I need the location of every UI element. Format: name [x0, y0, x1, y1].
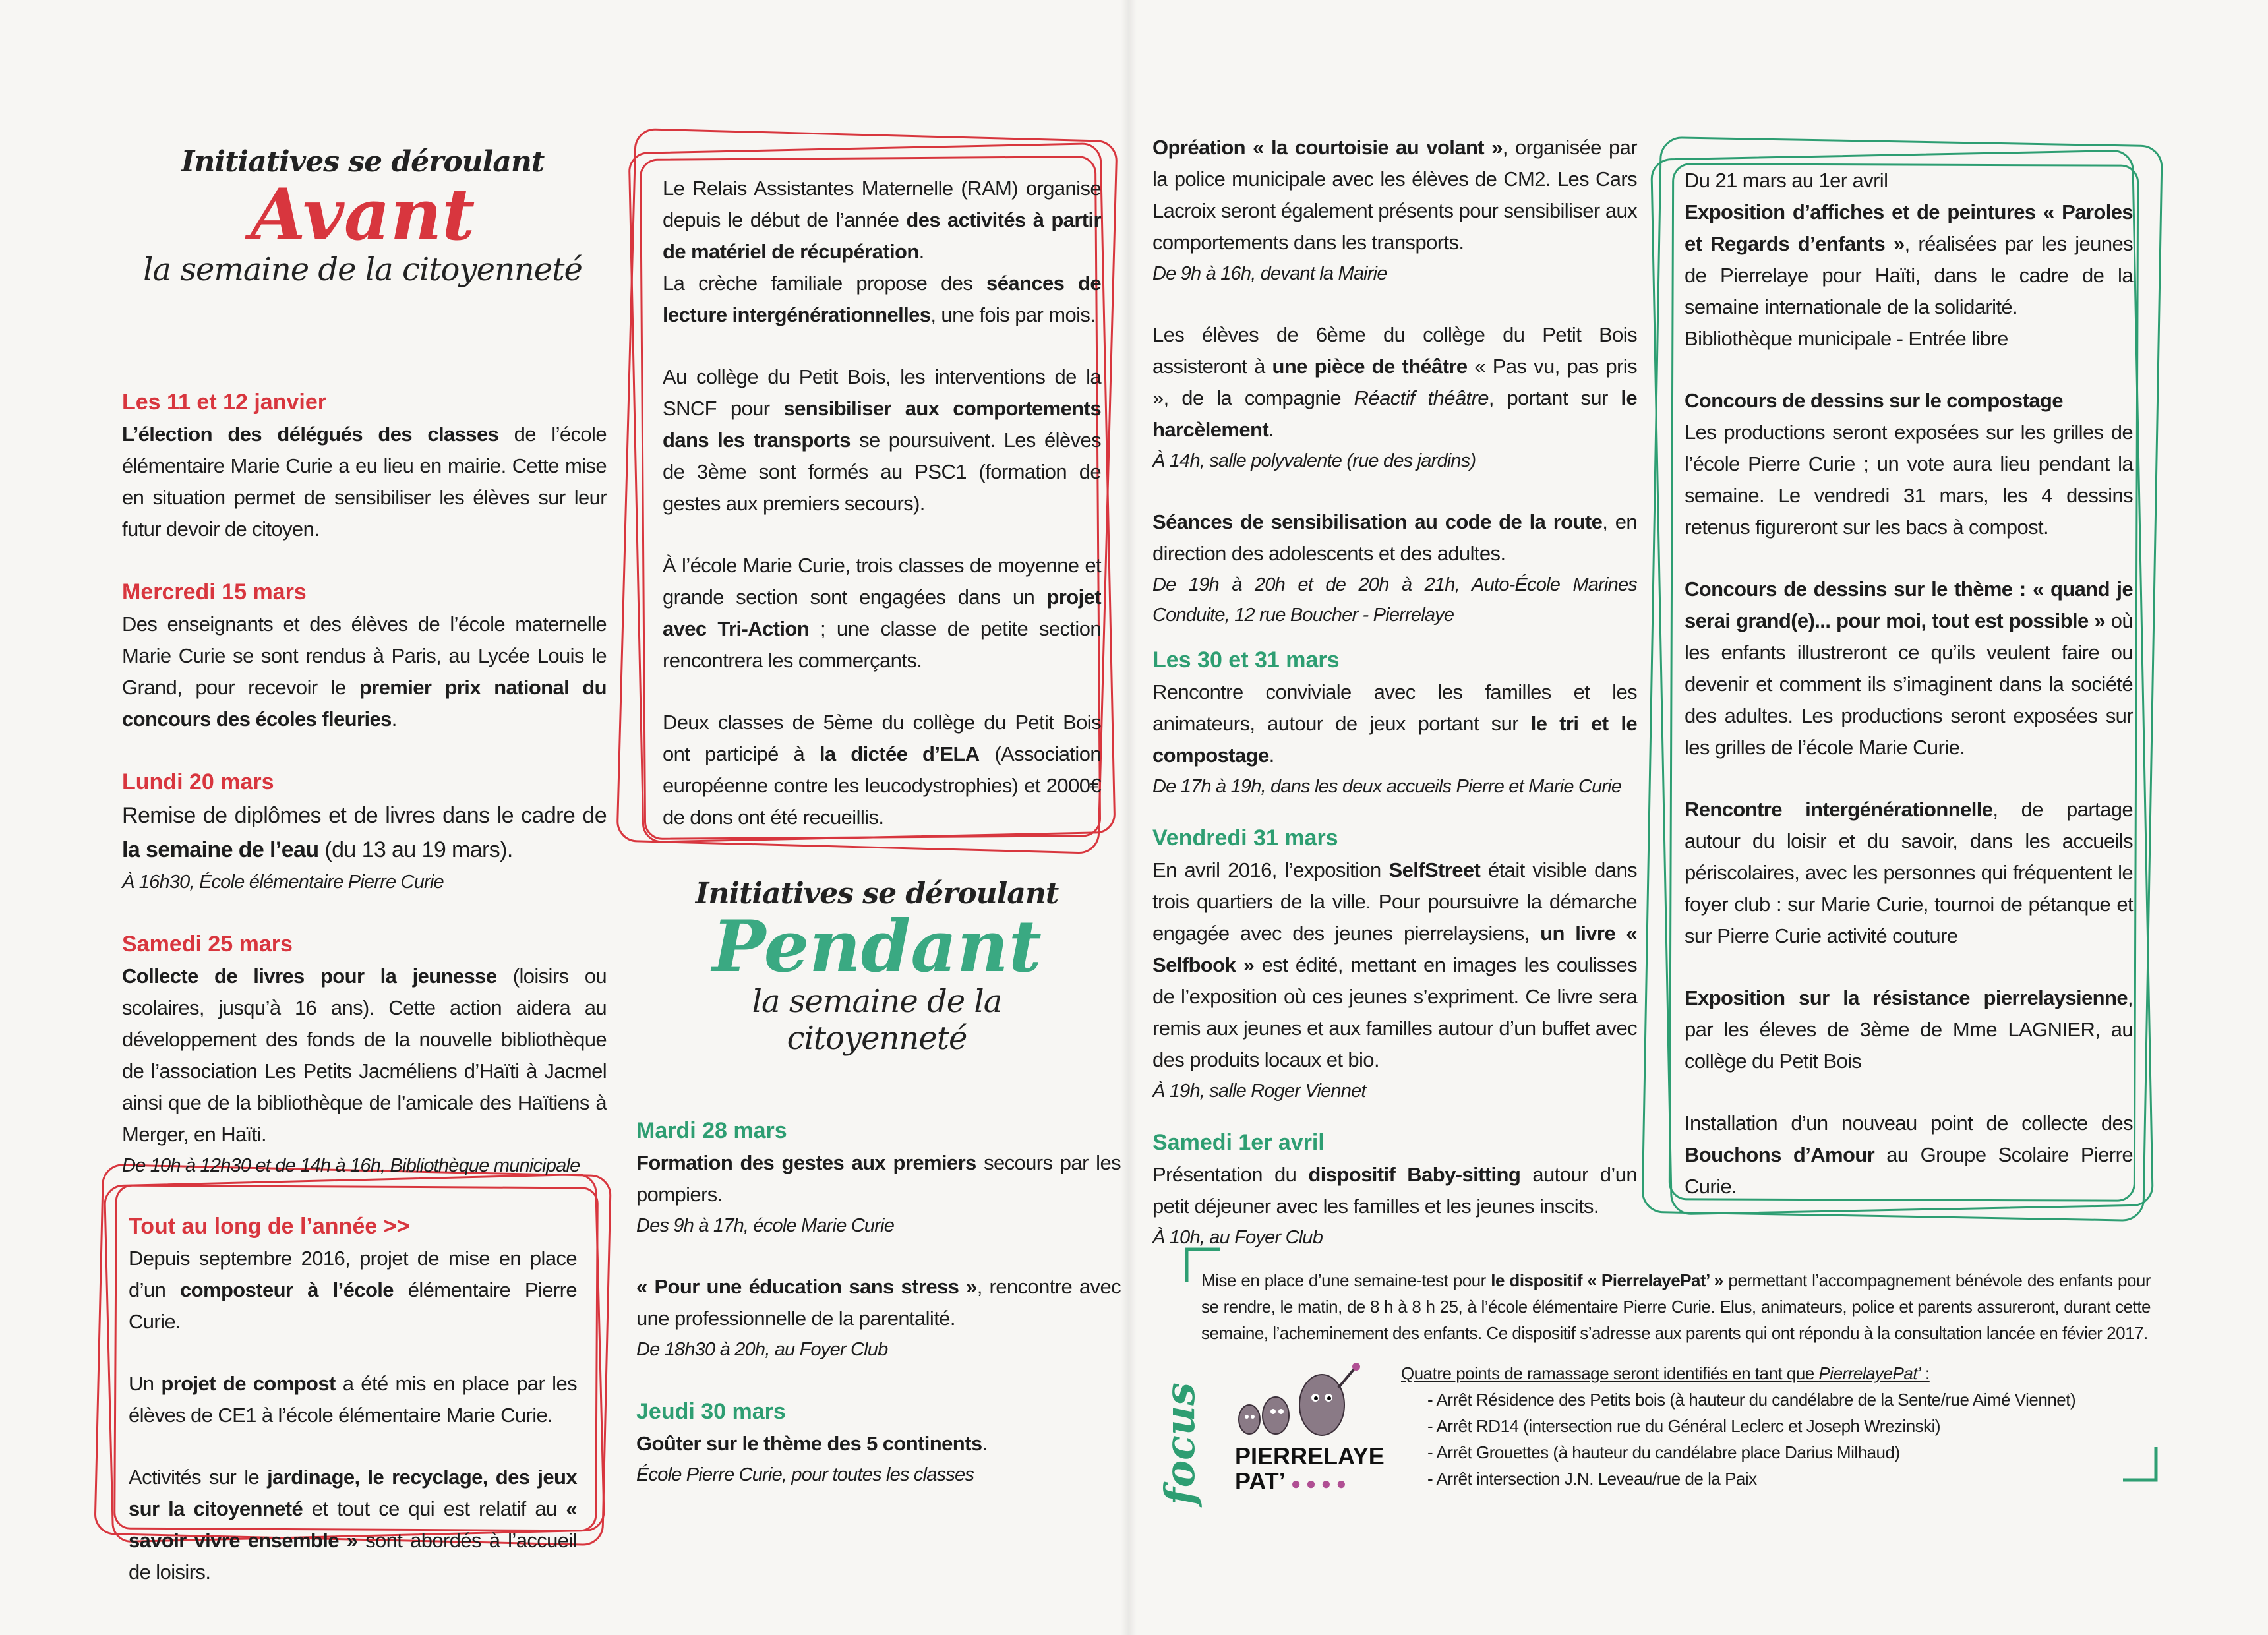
section-info: À 19h, salle Roger Viennet	[1152, 1081, 1366, 1102]
section-text: Opréation « la courtoisie au volant », organisée par la police municipale avec les élèves de CM2. Les Cars Lacroix seront également présents pour sensibiliser aux comportements dans les transports.	[1152, 136, 1637, 254]
section-info: Des 9h à 17h, école Marie Curie	[636, 1215, 895, 1236]
section-date: Vendredi 31 mars	[1152, 825, 1338, 850]
section-info: De 9h à 16h, devant la Mairie	[1152, 263, 1387, 284]
section-text: « Pour une éducation sans stress », rencontre avec une professionnelle de la parentalité.	[636, 1275, 1121, 1330]
focus-point: - Arrêt Grouettes (à hauteur du candélabre place Darius Milhaud)	[1427, 1442, 1900, 1462]
pierrelaye-pat-logo	[1223, 1361, 1385, 1495]
heading-pendant-line1: Initiatives se déroulant	[695, 877, 1059, 910]
section-text: Séances de sensibilisation au code de la route, en direction des adolescents et des adultes.	[1152, 510, 1637, 565]
focus-text: Mise en place d’une semaine-test pour le dispositif « PierrelayePat’ » permettant l’accompagnement bénévole des enfants pour se rendre, le matin, de 8 h à 8 h 25, à l’école élémentaire Pierre Curie. Elus, animateurs, police et parents assureront, durant cette semaine, l’acheminement des enfants. Ce dispositif s’adresse aux parents qui ont répondu à la consultation lancée en févier 2017.	[1201, 1270, 2151, 1343]
year-box-text: Un projet de compost a été mis en place par les élèves de CE1 à l’école élémentaire Marie Curie.	[129, 1372, 577, 1427]
focus-points-title: Quatre points de ramassage seront identifiés en tant que PierrelayePat’ :	[1401, 1363, 1930, 1383]
section-date: Les 11 et 12 janvier	[122, 390, 326, 415]
section-info: De 10h à 12h30 et de 14h à 16h, Bibliothèque municipale	[122, 1155, 580, 1176]
year-box-text: Activités sur le jardinage, le recyclage, des jeux sur la citoyenneté et tout ce qui est relatif au « savoir vivre ensemble » sont abordés à l’accueil de loisirs.	[129, 1466, 578, 1584]
logo-line2: PAT’ ● ● ● ●	[1235, 1468, 1347, 1495]
box-text: La crèche familiale propose des séances de lecture intergénérationnelles, une fois par mois.	[663, 272, 1102, 326]
section-text: Présentation du dispositif Baby-sitting autour d’un petit déjeuner avec les familles et les jeunes inscits.	[1152, 1163, 1637, 1218]
box-text: Exposition sur la résistance pierrelaysienne, par les éleves de 3ème de Mme LAGNIER, au collège du Petit Bois	[1685, 986, 2133, 1073]
box-text: Bibliothèque municipale - Entrée libre	[1685, 327, 2008, 350]
col2-box	[663, 173, 1101, 833]
heading-pendant-title: Pendant	[712, 905, 1042, 988]
box-text: Exposition d’affiches et de peintures « Paroles et Regards d’enfants », réalisées par les jeunes de Pierrelaye pour Haïti, dans le cadre de la semaine internationale de la solidarité.	[1685, 200, 2134, 318]
focus-label: focus	[1156, 1382, 1204, 1505]
section-text: Rencontre conviviale avec les familles et les animateurs, autour de jeux portant sur le tri et le compostage.	[1152, 680, 1637, 767]
col4-box	[1685, 165, 2133, 1203]
section-date: Samedi 1er avril	[1152, 1130, 1325, 1155]
section-text: Formation des gestes aux premiers secours par les pompiers.	[636, 1151, 1121, 1206]
box-text: Concours de dessins sur le thème : « quand je serai grand(e)... pour moi, tout est possible » où les enfants illustreront ce qu’ils veulent faire ou devenir et comment ils s’imaginent dans la société des adultes. Les productions seront exposées sur les grilles de l’école Marie Curie.	[1685, 578, 2134, 759]
heading-pendant	[659, 877, 1094, 1057]
mascot-icon	[1223, 1361, 1381, 1441]
box-text: Rencontre intergénérationnelle, de partage autour du loisir et du savoir, dans les accueils périscolaires, avec les personnes qui fréquentent le foyer club : sur Marie Curie, tournoi de pétanque et sur Pierre Curie activité couture	[1685, 798, 2133, 947]
section-date: Les 30 et 31 mars	[1152, 647, 1340, 672]
section-info: De 19h à 20h et de 20h à 21h, Auto-École Marines Conduite, 12 rue Boucher - Pierrelaye	[1152, 574, 1637, 626]
section-info: De 17h à 19h, dans les deux accueils Pierre et Marie Curie	[1152, 776, 1622, 797]
section-date: Jeudi 30 mars	[636, 1399, 786, 1424]
section-date: Samedi 25 mars	[122, 932, 293, 957]
focus-points	[1401, 1360, 2159, 1492]
box-heading: Concours de dessins sur le compostage	[1685, 389, 2063, 412]
heading-pendant-line3: la semaine de la citoyenneté	[752, 983, 1002, 1057]
section-date: Lundi 20 mars	[122, 769, 274, 794]
section-info: École Pierre Curie, pour toutes les classes	[636, 1464, 974, 1485]
section-text: Les élèves de 6ème du collège du Petit Bois assisteront à une pièce de théâtre « Pas vu, pas pris », de la compagnie Réactif théâtre, portant sur le harcèlement.	[1152, 323, 1638, 441]
section-info: À 16h30, École élémentaire Pierre Curie	[122, 872, 444, 893]
col2-sections	[636, 1114, 1121, 1490]
focus-point: - Arrêt Résidence des Petits bois (à hauteur du candélabre de la Sente/rue Aimé Viennet)	[1427, 1390, 2076, 1410]
section-info: De 18h30 à 20h, au Foyer Club	[636, 1339, 888, 1360]
focus-point: - Arrêt RD14 (intersection rue du Général Leclerc et Joseph Wrezinski)	[1427, 1416, 1941, 1436]
section-text: En avril 2016, l’exposition SelfStreet était visible dans trois quartiers de la ville. Pour poursuivre la démarche engagée avec des jeunes pierrelaysiens, un livre « Selfbook » est édité, mettant en images les coulisses de l’exposition où ces jeunes s’expriment. Ce livre sera remis aux jeunes et aux familles autour d’un buffet avec des produits locaux et bio.	[1152, 858, 1637, 1071]
section-info: À 10h, au Foyer Club	[1152, 1227, 1323, 1248]
heading-avant-title: Avant	[250, 173, 475, 256]
box-text: Au collège du Petit Bois, les interventions de la SNCF pour sensibiliser aux comportements dans les transports se poursuivent. Les élèves de 3ème sont formés au PSC1 (formation de gestes aux premiers secours).	[663, 365, 1101, 515]
col1-sections	[122, 386, 607, 1181]
logo-line1: PIERRELAYE	[1235, 1442, 1385, 1470]
heading-avant-line1: Initiatives se déroulant	[181, 145, 545, 179]
box-text: Les productions seront exposées sur les grilles de l’école Pierre Curie ; un vote aura lieu pendant la semaine. Le vendredi 31 mars, les 4 dessins retenus figureront sur les bacs à compost.	[1685, 421, 2133, 539]
box-text: Le Relais Assistantes Maternelle (RAM) organise depuis le début de l’année des activités à partir de matériel de récupération.	[663, 177, 1101, 263]
focus-point: - Arrêt intersection J.N. Leveau/rue de la Paix	[1427, 1469, 1757, 1489]
section-date: Mercredi 15 mars	[122, 580, 307, 605]
heading-avant	[125, 145, 600, 288]
section-info: À 14h, salle polyvalente (rue des jardins)	[1152, 450, 1476, 471]
heading-avant-line3: la semaine de la citoyenneté	[143, 251, 582, 288]
box-text: Deux classes de 5ème du collège du Petit Bois ont participé à la dictée d’ELA (Association européenne contre les leucodystrophies) et 2000€ de dons ont été recueillis.	[663, 711, 1101, 829]
section-text: Remise de diplômes et de livres dans le cadre de la semaine de l’eau (du 13 au 19 mars).	[122, 803, 607, 862]
section-date: Mardi 28 mars	[636, 1118, 787, 1143]
section-text: Des enseignants et des élèves de l’école maternelle Marie Curie se sont rendus à Paris, au Lycée Louis le Grand, pour recevoir le premier prix national du concours des écoles fleuries.	[122, 612, 607, 730]
year-box	[129, 1210, 577, 1588]
col3-sections	[1152, 132, 1637, 1253]
box-text: À l’école Marie Curie, trois classes de moyenne et grande section sont engagées dans un projet avec Tri-Action ; une classe de petite section rencontrera les commerçants.	[663, 554, 1101, 672]
section-text: Goûter sur le thème des 5 continents.	[636, 1432, 988, 1455]
footprints-icon: ● ● ● ●	[1290, 1473, 1347, 1493]
section-text: Collecte de livres pour la jeunesse (loisirs ou scolaires, jusqu’à 16 ans). Cette action aidera au développement des fonds de la nouvelle bibliothèque de l’association Les Petits Jacméliens d’Haïti à Jacmel ainsi que de la bibliothèque de l’amicale des Haïtiens à Merger, en Haïti.	[122, 965, 607, 1146]
box-date: Du 21 mars au 1er avril	[1685, 169, 1888, 192]
box-text: Installation d’un nouveau point de collecte des Bouchons d’Amour au Groupe Scolaire Pierre Curie.	[1685, 1112, 2134, 1198]
year-box-title: Tout au long de l’année >>	[129, 1214, 410, 1239]
section-text: L’élection des délégués des classes de l’école élémentaire Marie Curie a eu lieu en mairie. Cette mise en situation permet de sensibiliser les élèves sur leur futur devoir de citoyen.	[122, 423, 607, 541]
year-box-text: Depuis septembre 2016, projet de mise en place d’un composteur à l’école élémentaire Pierre Curie.	[129, 1247, 577, 1333]
